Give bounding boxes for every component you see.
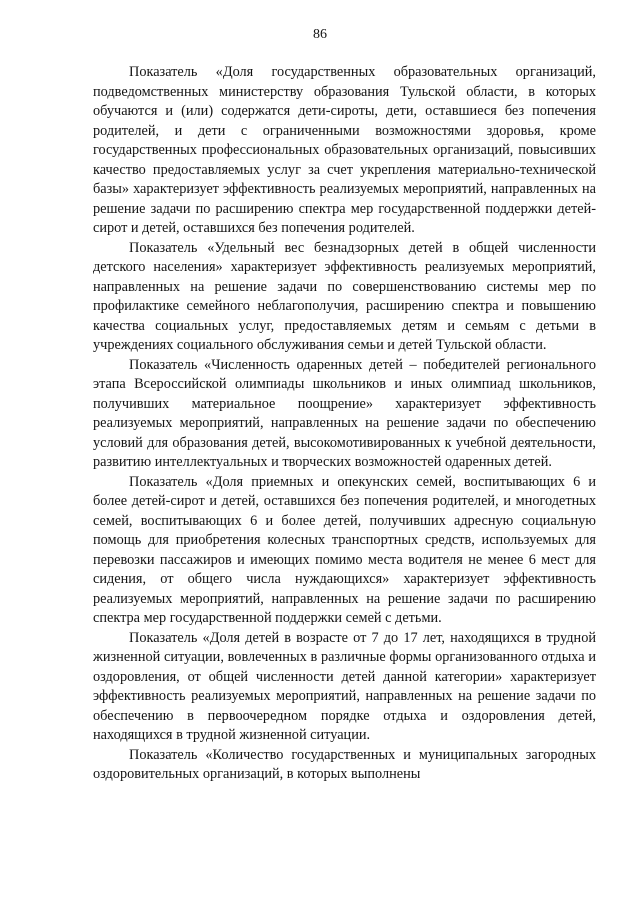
- paragraph-orphan-institutions-indicator: Показатель «Доля государственных образовательных организаций, подведомственных министерству образования Тульской области, в которых обучаются и (или) содержатся дети-сироты, дети, оставшиеся без попечения родителей, и дети с ограниченными возможностями здоровья, кроме государственных профессиональных образовательных организаций, повысивших качество предоставляемых услуг за счет укрепления материально-технической базы» характеризует эффективность реализуемых мероприятий, направленных на решение задачи по расширению спектра мер государственной поддержки детей-сирот и детей, оставшихся без попечения родителей.: [93, 64, 596, 236]
- paragraph-gifted-children-indicator: Показатель «Численность одаренных детей – победителей регионального этапа Всероссийской олимпиады школьников и иных олимпиад школьников, получивших материальное поощрение» характеризует эффективность реализуемых мероприятий, направленных на решение задачи по обеспечению условий для образования детей, высокомотивированных к учебной деятельности, развитию интеллектуальных и творческих возможностей одаренных детей.: [93, 356, 596, 470]
- page-number: 86: [313, 27, 327, 42]
- document-body: [93, 63, 596, 785]
- paragraph-foster-families-indicator: Показатель «Доля приемных и опекунских семей, воспитывающих 6 и более детей-сирот и детей, оставшихся без попечения родителей, и многодетных семей, воспитывающих 6 и более детей, получивших адресную социальную помощь для приобретения колесных транспортных средств, используемых для перевозки пассажиров и имеющих помимо места водителя не менее 6 мест для сидения, от общего числа нуждающихся» характеризует эффективность реализуемых мероприятий, направленных на решение задачи по расширению спектра мер государственной поддержки семей с детьми.: [93, 473, 596, 626]
- paragraph-neglected-children-indicator: Показатель «Удельный вес безнадзорных детей в общей численности детского населения» характеризует эффективность реализуемых мероприятий, направленных на решение задачи по совершенствованию системы мер по профилактике семейного неблагополучия, расширению спектра и повышению качества социальных услуг, предоставляемых детям и семьям с детьми в учреждениях социального обслуживания семьи и детей Тульской области.: [93, 239, 596, 353]
- paragraph-camps-indicator: Показатель «Количество государственных и муниципальных загородных оздоровительных организаций, в которых выполнены: [93, 746, 596, 782]
- paragraph-children-recreation-indicator: Показатель «Доля детей в возрасте от 7 до 17 лет, находящихся в трудной жизненной ситуации, вовлеченных в различные формы организованного отдыха и оздоровления, от общей численности детей данной категории» характеризует эффективность реализуемых мероприятий, направленных на решение задачи по обеспечению в первоочередном порядке отдыха и оздоровления детей, находящихся в трудной жизненной ситуации.: [93, 629, 596, 743]
